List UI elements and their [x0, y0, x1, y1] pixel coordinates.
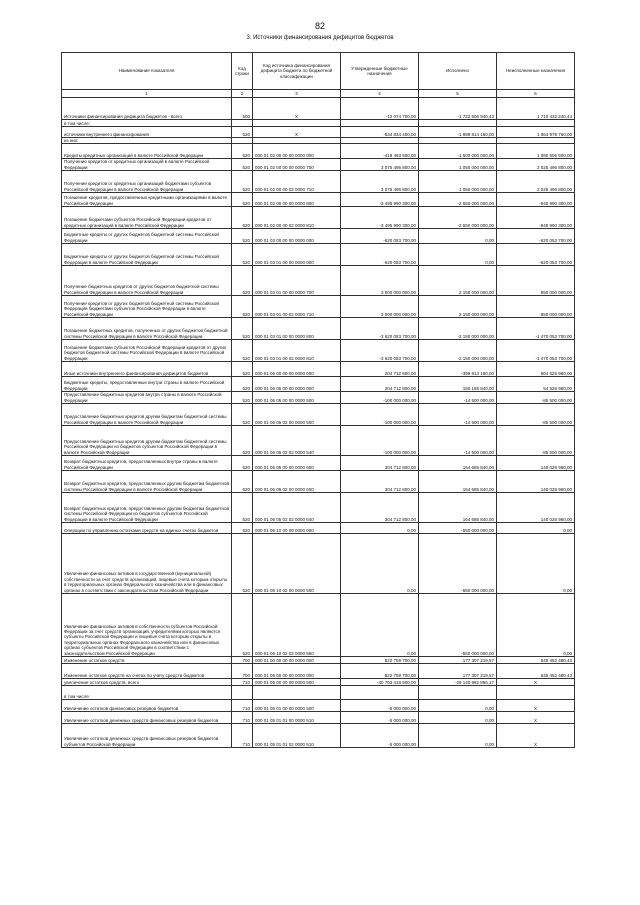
row-code: 520: [232, 193, 253, 207]
row-executed-value: 164 685 840,00: [419, 471, 497, 493]
row-source-code: 000 01 06 05 02 02 0000 540: [253, 426, 341, 456]
row-approved-value: -5 000 000,00: [341, 700, 419, 712]
row-executed-value: 177 307 219,57: [419, 664, 497, 679]
row-unexecuted-value: -945 990 300,00: [497, 207, 575, 229]
row-approved-value: 3 000 000 000,00: [341, 266, 419, 296]
row-executed-value: -550 000 000,00: [419, 594, 497, 657]
row-source-code: X: [253, 98, 341, 120]
row-code: 500: [232, 98, 253, 120]
row-code: 520: [232, 144, 253, 159]
table-row: [62, 207, 575, 229]
row-executed-value: 177 307 219,57: [419, 657, 497, 664]
row-code: 710: [232, 700, 253, 712]
row-name: Бюджетные кредиты от других бюджетов бюджетной системы Российской Федерации: [62, 229, 232, 244]
row-source-code: 000 01 06 10 02 02 0000 550: [253, 594, 341, 657]
row-source-code: [253, 686, 341, 700]
table-row: [62, 471, 575, 493]
table-row: [62, 392, 575, 404]
row-approved-value: 0,00: [341, 594, 419, 657]
table-row: [62, 657, 575, 664]
row-name: из них:: [62, 138, 232, 144]
row-source-code: 000 01 06 00 00 00 0000 000: [253, 362, 341, 377]
table-row: [62, 318, 575, 340]
row-executed-value: 0,00: [419, 229, 497, 244]
row-name: Увеличение остатков денежных средств финансовых резервов бюджетов субъектов Российской Федерации: [62, 724, 232, 748]
row-unexecuted-value: X: [497, 700, 575, 712]
row-name: Получение кредитов от других бюджетов бюджетной системы Российской Федерации бюджетами субъектов Российской Федерации в валюте Российской Федерации: [62, 296, 232, 318]
row-code: 520: [232, 171, 253, 193]
row-unexecuted-value: 1 710 432 240,43: [497, 98, 575, 120]
row-name: Возврат бюджетных кредитов, предоставленных другим бюджетам бюджетной системы Российской Федерации в валюте Российской Федерации: [62, 471, 232, 493]
row-name: Погашение кредитов, предоставленных кредитными организациями в валюте Российской Федерации: [62, 193, 232, 207]
row-name: Источники финансирования дефицита бюджетов - всего: [62, 98, 232, 120]
row-source-code: 000 01 03 01 00 02 0000 710: [253, 296, 341, 318]
row-name: Иные источники внутреннего финансирования дефицитов бюджетов: [62, 362, 232, 377]
row-executed-value: -2 150 000 000,00: [419, 340, 497, 362]
row-executed-value: -14 500 000,00: [419, 404, 497, 426]
row-approved-value: -620 053 700,00: [341, 244, 419, 266]
row-source-code: 000 01 05 01 01 02 0000 510: [253, 724, 341, 748]
row-name: Предоставление бюджетных кредитов внутри страны в валюте Российской Федерации: [62, 392, 232, 404]
row-name: Бюджетные кредиты от других бюджетов бюджетной системы Российской Федерации в валюте Российской Федерации: [62, 244, 232, 266]
row-unexecuted-value: [497, 686, 575, 700]
row-unexecuted-value: 645 452 480,43: [497, 657, 575, 664]
row-source-code: 000 01 03 00 00 00 0000 000: [253, 229, 341, 244]
row-approved-value: -620 053 700,00: [341, 229, 419, 244]
row-name: Получение бюджетных кредитов от других бюджетов бюджетной системы Российской Федерации в валюте Российской Федерации: [62, 266, 232, 296]
row-approved-value: 0,00: [341, 523, 419, 534]
row-source-code: 000 01 02 00 00 00 0000 700: [253, 159, 341, 171]
row-executed-value: 0,00: [419, 724, 497, 748]
row-code: 520: [232, 456, 253, 471]
row-unexecuted-value: -85 500 000,00: [497, 392, 575, 404]
row-approved-value: -5 000 000,00: [341, 712, 419, 724]
table-row: [62, 724, 575, 748]
row-code: 520: [232, 127, 253, 138]
row-name: Бюджетные кредиты, предоставленные внутри страны в валюте Российской Федерации: [62, 377, 232, 392]
row-unexecuted-value: 1 080 506 500,00: [497, 144, 575, 159]
row-executed-value: -1 899 814 160,00: [419, 127, 497, 138]
row-unexecuted-value: 1 064 979 760,00: [497, 127, 575, 138]
row-unexecuted-value: 0,00: [497, 534, 575, 594]
row-code: 520: [232, 229, 253, 244]
row-name: увеличение остатков средств, всего: [62, 679, 232, 686]
row-source-code: 000 01 06 05 00 00 0000 500: [253, 392, 341, 404]
row-source-code: 000 01 06 05 02 02 0000 640: [253, 493, 341, 523]
row-approved-value: -3 495 990 300,00: [341, 207, 419, 229]
row-source-code: 000 01 02 00 00 00 0000 000: [253, 144, 341, 159]
row-source-code: 000 01 06 05 02 00 0000 600: [253, 471, 341, 493]
header-unexecuted: Неисполненные назначения: [497, 53, 575, 90]
row-approved-value: 204 712 800,00: [341, 362, 419, 377]
row-executed-value: 164 685 840,00: [419, 456, 497, 471]
table-row: [62, 340, 575, 362]
financing-sources-table: [61, 52, 575, 748]
row-executed-value: 0,00: [419, 700, 497, 712]
row-code: [232, 686, 253, 700]
row-code: 520: [232, 426, 253, 456]
row-source-code: 000 01 03 01 00 02 0000 810: [253, 340, 341, 362]
row-approved-value: -5 000 000,00: [341, 724, 419, 748]
table-body: [62, 90, 575, 748]
header-indicator-name: Наименование показателя: [62, 53, 232, 90]
row-executed-value: 0,00: [419, 712, 497, 724]
row-approved-value: 304 712 800,00: [341, 493, 419, 523]
row-unexecuted-value: -945 990 300,00: [497, 193, 575, 207]
row-approved-value: -12 074 700,00: [341, 98, 419, 120]
row-executed-value: -14 500 000,00: [419, 426, 497, 456]
table-row: [62, 456, 575, 471]
page-number: 82: [314, 21, 325, 31]
row-unexecuted-value: X: [497, 712, 575, 724]
column-number: 6: [497, 90, 575, 98]
row-executed-value: -2 150 000 000,00: [419, 318, 497, 340]
row-approved-value: 3 000 000 000,00: [341, 296, 419, 318]
table-row: [62, 362, 575, 377]
column-number-row: [62, 90, 575, 98]
row-name: Возврат бюджетных кредитов, предоставленных внутри страны в валюте Российской Федерации: [62, 456, 232, 471]
row-unexecuted-value: 0,00: [497, 594, 575, 657]
row-code: 520: [232, 207, 253, 229]
row-code: 520: [232, 493, 253, 523]
row-executed-value: 2 150 000 000,00: [419, 266, 497, 296]
table-row: [62, 523, 575, 534]
row-name: Получение кредитов от кредитных организаций в валюте Российской Федерации: [62, 159, 232, 171]
row-unexecuted-value: 850 000 000,00: [497, 266, 575, 296]
header-executed: Исполнено: [419, 53, 497, 90]
row-approved-value: -100 000 000,00: [341, 426, 419, 456]
row-executed-value: [419, 686, 497, 700]
row-executed-value: -550 000 000,00: [419, 523, 497, 534]
row-unexecuted-value: -85 500 000,00: [497, 426, 575, 456]
row-name: Погашение бюджетных кредитов, полученных от других бюджетов бюджетной системы Российской Федерации в валюте Российской Федерации: [62, 318, 232, 340]
row-executed-value: -1 500 000 000,00: [419, 144, 497, 159]
row-approved-value: -40 703 418 500,00: [341, 679, 419, 686]
column-number: 5: [419, 90, 497, 98]
row-code: 700: [232, 657, 253, 664]
table-row: [62, 193, 575, 207]
table-row: [62, 120, 575, 127]
row-source-code: 000 01 06 10 02 00 0000 500: [253, 534, 341, 594]
table-row: [62, 144, 575, 159]
row-source-code: 000 01 02 00 00 02 0000 810: [253, 207, 341, 229]
row-approved-value: 822 759 700,00: [341, 664, 419, 679]
row-executed-value: 150 185 840,00: [419, 377, 497, 392]
row-unexecuted-value: 140 026 960,00: [497, 456, 575, 471]
table-row: [62, 679, 575, 686]
row-approved-value: 0,00: [341, 534, 419, 594]
table-row: [62, 404, 575, 426]
row-code: 520: [232, 318, 253, 340]
table-row: [62, 712, 575, 724]
row-name: Кредиты кредитных организаций в валюте Российской Федерации: [62, 144, 232, 159]
row-name: Увеличение финансовых активов в государственной (муниципальной) собственности за счет средств организаций, лицевые счета которым открыты в территориальных органах Федерального казначейства или в финансовых органах в соответствии с законодательством Российской Федерации: [62, 534, 232, 594]
row-unexecuted-value: -1 470 053 700,00: [497, 340, 575, 362]
row-approved-value: -3 620 053 700,00: [341, 340, 419, 362]
table-row: [62, 686, 575, 700]
row-approved-value: 3 075 496 800,00: [341, 159, 419, 171]
row-approved-value: -3 495 990 300,00: [341, 193, 419, 207]
row-unexecuted-value: 2 025 496 800,00: [497, 171, 575, 193]
table-row: [62, 534, 575, 594]
row-name: Возврат бюджетных кредитов, предоставленных другим бюджетам бюджетной системы Российской Федерации из бюджетов субъектов Российской Федерации в валюте Российской Федерации: [62, 493, 232, 523]
row-code: 520: [232, 362, 253, 377]
row-code: 520: [232, 377, 253, 392]
row-source-code: 000 01 05 01 01 00 0000 510: [253, 712, 341, 724]
row-source-code: 000 01 06 05 00 00 0000 600: [253, 456, 341, 471]
row-source-code: 000 01 03 01 00 00 0000 800: [253, 318, 341, 340]
row-executed-value: 1 050 000 000,00: [419, 171, 497, 193]
column-number: 2: [232, 90, 253, 98]
row-approved-value: [341, 686, 419, 700]
row-code: [232, 120, 253, 127]
row-unexecuted-value: -85 500 000,00: [497, 404, 575, 426]
row-executed-value: 2 150 000 000,00: [419, 296, 497, 318]
row-approved-value: -834 834 400,00: [341, 127, 419, 138]
row-name: Увеличение остатков денежных средств финансовых резервов бюджетов: [62, 712, 232, 724]
row-source-code: 000 01 02 00 00 00 0000 800: [253, 193, 341, 207]
header-source-code: Код источника финансирования дефицита бюджета по бюджетной классификации: [253, 53, 341, 90]
row-name: Погашение бюджетами субъектов Российской Федерации кредитов от других бюджетов бюджетной системы Российской Федерации в валюте Российской Федерации: [62, 340, 232, 362]
row-approved-value: -100 000 000,00: [341, 392, 419, 404]
column-number: 1: [62, 90, 232, 98]
row-code: 700: [232, 664, 253, 679]
row-name: в том числе:: [62, 120, 232, 127]
table-row: [62, 700, 575, 712]
row-code: 520: [232, 159, 253, 171]
table-row: [62, 266, 575, 296]
row-source-code: 000 01 05 01 00 00 0000 500: [253, 700, 341, 712]
table-row: [62, 171, 575, 193]
row-code: 710: [232, 724, 253, 748]
row-executed-value: -550 000 000,00: [419, 534, 497, 594]
header-approved: Утвержденные бюджетные назначения: [341, 53, 419, 90]
table-row: [62, 127, 575, 138]
column-number: 3: [253, 90, 341, 98]
row-unexecuted-value: -1 470 053 700,00: [497, 318, 575, 340]
row-name: источники внутреннего финансирования: [62, 127, 232, 138]
row-source-code: 000 01 02 00 00 02 0000 710: [253, 171, 341, 193]
row-name: Увеличение остатков финансовых резервов бюджетов: [62, 700, 232, 712]
row-name: Предоставление бюджетных кредитов другим бюджетам бюджетной системы Российской Федерации в валюте Российской Федерации: [62, 404, 232, 426]
row-source-code: [253, 120, 341, 127]
row-unexecuted-value: 604 526 960,00: [497, 362, 575, 377]
row-unexecuted-value: 2 025 496 800,00: [497, 159, 575, 171]
row-name: в том числе:: [62, 686, 232, 700]
row-executed-value: -399 814 160,00: [419, 362, 497, 377]
row-executed-value: -14 500 000,00: [419, 392, 497, 404]
row-unexecuted-value: 645 452 480,43: [497, 664, 575, 679]
row-approved-value: 304 712 800,00: [341, 471, 419, 493]
table-row: [62, 426, 575, 456]
row-code: 520: [232, 534, 253, 594]
row-executed-value: -1 722 506 940,43: [419, 98, 497, 120]
row-name: Увеличение финансовых активов в собственности субъектов Российской Федерации за счет средств организаций, учредителями которых являются субъекты Российской Федерации и лицевые счета которым открыты в территориальных органах Федерального казначейства или в финансовых органах субъектов Российской Федерации в соответствии с законодательством Российской Федерации: [62, 594, 232, 657]
table-row: [62, 664, 575, 679]
row-approved-value: 3 075 496 800,00: [341, 171, 419, 193]
column-number: 4: [341, 90, 419, 98]
row-source-code: 000 01 06 10 00 00 0000 000: [253, 523, 341, 534]
table-row: [62, 594, 575, 657]
row-approved-value: 304 712 800,00: [341, 456, 419, 471]
row-approved-value: 204 712 800,00: [341, 377, 419, 392]
row-unexecuted-value: 0,00: [497, 523, 575, 534]
row-name: Предоставление бюджетных кредитов другим бюджетам бюджетной системы Российской Федерации из бюджетов субъектов Российской Федерации в валюте Российской Федерации: [62, 426, 232, 456]
row-unexecuted-value: 850 000 000,00: [497, 296, 575, 318]
row-source-code: 000 01 00 00 00 00 0000 000: [253, 657, 341, 664]
row-code: 520: [232, 594, 253, 657]
row-name: Операции по управлению остатками средств на единых счетах бюджетов: [62, 523, 232, 534]
row-executed-value: -2 550 000 000,00: [419, 207, 497, 229]
table-row: [62, 493, 575, 523]
row-executed-value: -29 140 982 856,17: [419, 679, 497, 686]
row-approved-value: -3 620 053 700,00: [341, 318, 419, 340]
row-approved-value: -100 000 000,00: [341, 404, 419, 426]
row-executed-value: 0,00: [419, 244, 497, 266]
row-approved-value: -419 493 500,00: [341, 144, 419, 159]
row-source-code: 000 01 06 05 02 00 0000 500: [253, 404, 341, 426]
row-unexecuted-value: -620 053 700,00: [497, 244, 575, 266]
row-code: 520: [232, 340, 253, 362]
row-code: 520: [232, 296, 253, 318]
row-code: 520: [232, 523, 253, 534]
header-row-code: Код строки: [232, 53, 253, 90]
table-row: [62, 159, 575, 171]
row-unexecuted-value: X: [497, 724, 575, 748]
row-code: 520: [232, 266, 253, 296]
row-unexecuted-value: 140 026 960,00: [497, 493, 575, 523]
section-title: 3. Источники финансирования дефицитов бюджетов: [246, 35, 394, 41]
row-executed-value: 1 050 000 000,00: [419, 159, 497, 171]
row-unexecuted-value: 140 026 960,00: [497, 471, 575, 493]
row-code: 520: [232, 244, 253, 266]
table-row: [62, 377, 575, 392]
row-name: Изменение остатков средств на счетах по учету средств бюджетов: [62, 664, 232, 679]
row-executed-value: [419, 120, 497, 127]
row-source-code: 000 01 03 01 00 00 0000 000: [253, 244, 341, 266]
row-code: 520: [232, 404, 253, 426]
row-unexecuted-value: -620 053 700,00: [497, 229, 575, 244]
row-unexecuted-value: 54 526 960,00: [497, 377, 575, 392]
table-row: [62, 296, 575, 318]
row-executed-value: -2 550 000 000,00: [419, 193, 497, 207]
row-name: Погашение бюджетами субъектов Российской Федерации кредитов от кредитных организаций в валюте Российской Федерации: [62, 207, 232, 229]
row-source-code: 000 01 05 00 00 00 0000 500: [253, 679, 341, 686]
table-row: [62, 229, 575, 244]
row-code: 710: [232, 712, 253, 724]
row-code: 520: [232, 392, 253, 404]
row-approved-value: 822 759 700,00: [341, 657, 419, 664]
row-code: 710: [232, 679, 253, 686]
row-name: Изменение остатков средств: [62, 657, 232, 664]
row-source-code: 000 01 03 01 00 00 0000 700: [253, 266, 341, 296]
row-executed-value: 164 685 840,00: [419, 493, 497, 523]
row-name: Получение кредитов от кредитных организаций бюджетами субъектов Российской Федерации в валюте Российской Федерации: [62, 171, 232, 193]
row-code: 520: [232, 471, 253, 493]
table-row: [62, 98, 575, 120]
row-source-code: 000 01 05 00 00 00 0000 000: [253, 664, 341, 679]
row-unexecuted-value: [497, 120, 575, 127]
row-approved-value: [341, 120, 419, 127]
row-source-code: X: [253, 127, 341, 138]
row-unexecuted-value: X: [497, 679, 575, 686]
table-row: [62, 244, 575, 266]
row-source-code: 000 01 06 05 00 00 0000 000: [253, 377, 341, 392]
